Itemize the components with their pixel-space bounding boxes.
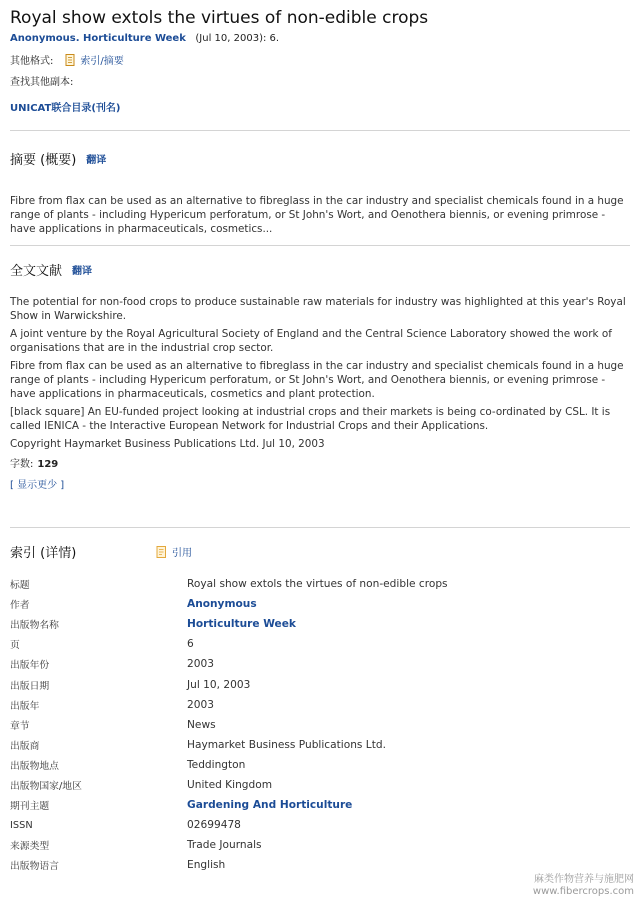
detail-value: Jul 10, 2003	[187, 678, 251, 691]
detail-key: 出版日期	[10, 680, 50, 692]
detail-value: United Kingdom	[187, 778, 273, 791]
show-less-row	[0, 476, 640, 491]
detail-row	[10, 674, 448, 694]
detail-key: 标题	[10, 580, 30, 592]
detail-key: 章节	[10, 720, 30, 732]
detail-key: 出版物名称	[10, 620, 59, 632]
detail-value: Royal show extols the virtues of non-edible crops	[187, 578, 448, 591]
detail-row	[10, 775, 448, 795]
unicat-link[interactable]: UNICAT联合目录(刊名)	[10, 103, 121, 114]
record-header	[0, 0, 640, 114]
fulltext-paragraph: A joint venture by the Royal Agricultural Society of England and the Central Science Laboratory showed the work of organisations that are in the industrial crop sector.	[10, 328, 612, 354]
word-count	[0, 455, 640, 470]
word-count-value: 129	[37, 459, 59, 470]
detail-value: Trade Journals	[187, 839, 262, 852]
detail-row	[10, 715, 448, 735]
detail-key: 来源类型	[10, 841, 50, 853]
abstract-heading: 摘要 (概要)	[10, 153, 77, 168]
author-link[interactable]: Anonymous	[10, 33, 76, 44]
fulltext-paragraph: [black square] An EU-funded project looking at industrial crops and their markets is being co-ordinated by CSL. It is called IENICA - the Interactive European Network for Industrial Crops and their Applications.	[10, 406, 611, 432]
cite-button[interactable]	[156, 544, 192, 559]
other-formats-row	[10, 52, 630, 67]
abstract-heading-row	[0, 149, 640, 168]
cite-label: 引用	[172, 548, 192, 559]
divider	[10, 527, 630, 528]
watermark-line: 麻类作物营养与施肥网	[534, 874, 634, 885]
byline	[10, 33, 630, 44]
index-abstract-link[interactable]: 索引/摘要	[80, 56, 124, 67]
detail-key: 出版物语言	[10, 861, 59, 873]
detail-row	[10, 735, 448, 755]
detail-row	[10, 855, 448, 875]
watermark-url: www.fibercrops.com	[532, 886, 634, 897]
document-icon	[65, 54, 76, 66]
detail-value: Teddington	[187, 758, 246, 771]
word-count-label: 字数:	[10, 459, 34, 470]
detail-row	[10, 594, 448, 614]
fulltext-paragraph: Fibre from flax can be used as an alternative to fibreglass in the car industry and specialist chemicals found in a huge range of plants - including Hypericum perforatum, or St John's Wort, and Oenothera biennis, or evening primrose - have applications in pharmaceuticals, cosmetics and plant protection.	[10, 360, 624, 400]
detail-row	[10, 695, 448, 715]
find-copies-row	[10, 73, 630, 88]
publication-link[interactable]: Horticulture Week	[83, 33, 186, 44]
subject-value-link[interactable]: Gardening And Horticulture	[187, 799, 353, 812]
fulltext-translate-link[interactable]: 翻译	[72, 266, 93, 277]
detail-value: News	[187, 718, 216, 731]
index-heading-row	[0, 542, 640, 561]
detail-value: Haymarket Business Publications Ltd.	[187, 738, 386, 751]
detail-key: 出版商	[10, 740, 40, 752]
detail-key: ISSN	[10, 819, 33, 831]
detail-row	[10, 795, 448, 815]
fulltext-paragraph: The potential for non-food crops to produce sustainable raw materials for industry was highlighted at this year's Royal Show in Warwickshire.	[10, 296, 626, 322]
detail-row	[10, 574, 448, 594]
detail-row	[10, 634, 448, 654]
fulltext-heading: 全文文献	[10, 264, 63, 279]
detail-value: 6	[187, 638, 194, 651]
divider	[10, 130, 630, 131]
detail-key: 页	[10, 640, 20, 652]
author-value-link[interactable]: Anonymous	[187, 598, 257, 611]
detail-key: 出版年份	[10, 660, 50, 672]
detail-row	[10, 654, 448, 674]
index-heading: 索引 (详情)	[10, 546, 77, 561]
detail-key: 出版物地点	[10, 760, 59, 772]
detail-row	[10, 815, 448, 835]
copyright-line: Copyright Haymarket Business Publications Ltd. Jul 10, 2003	[10, 438, 325, 450]
detail-value: 2003	[187, 658, 214, 671]
detail-key: 出版年	[10, 700, 40, 712]
fulltext-body	[0, 295, 640, 451]
detail-row	[10, 755, 448, 775]
watermark	[533, 874, 634, 898]
show-less-link[interactable]: [ 显示更少 ]	[10, 480, 65, 491]
cite-icon	[156, 546, 167, 558]
divider	[10, 245, 630, 246]
detail-key: 出版物国家/地区	[10, 780, 82, 792]
find-other-copies-label: 查找其他副本:	[10, 77, 74, 88]
fulltext-heading-row	[0, 260, 640, 279]
detail-value: English	[187, 859, 226, 872]
publication-value-link[interactable]: Horticulture Week	[187, 618, 296, 631]
detail-row	[10, 614, 448, 634]
detail-value: 2003	[187, 698, 214, 711]
detail-row	[10, 835, 448, 855]
abstract-translate-link[interactable]: 翻译	[86, 155, 107, 166]
other-formats-label: 其他格式:	[10, 56, 54, 67]
citation-info: (Jul 10, 2003): 6.	[195, 33, 280, 44]
detail-value: 02699478	[187, 819, 241, 832]
unicat-row	[10, 99, 630, 114]
abstract-text: Fibre from flax can be used as an alternative to fibreglass in the car industry and specialist chemicals found in a huge range of plants - including Hypericum perforatum, or St John's Wort, and Oenothera biennis, or evening primrose - have applications in pharmaceuticals, cosmetics...	[10, 195, 624, 235]
detail-key: 作者	[10, 600, 30, 612]
article-title: Royal show extols the virtues of non-edible crops	[10, 8, 429, 28]
byline-separator: .	[75, 33, 84, 44]
detail-key: 期刊主题	[10, 801, 50, 813]
index-details-table	[10, 574, 448, 875]
